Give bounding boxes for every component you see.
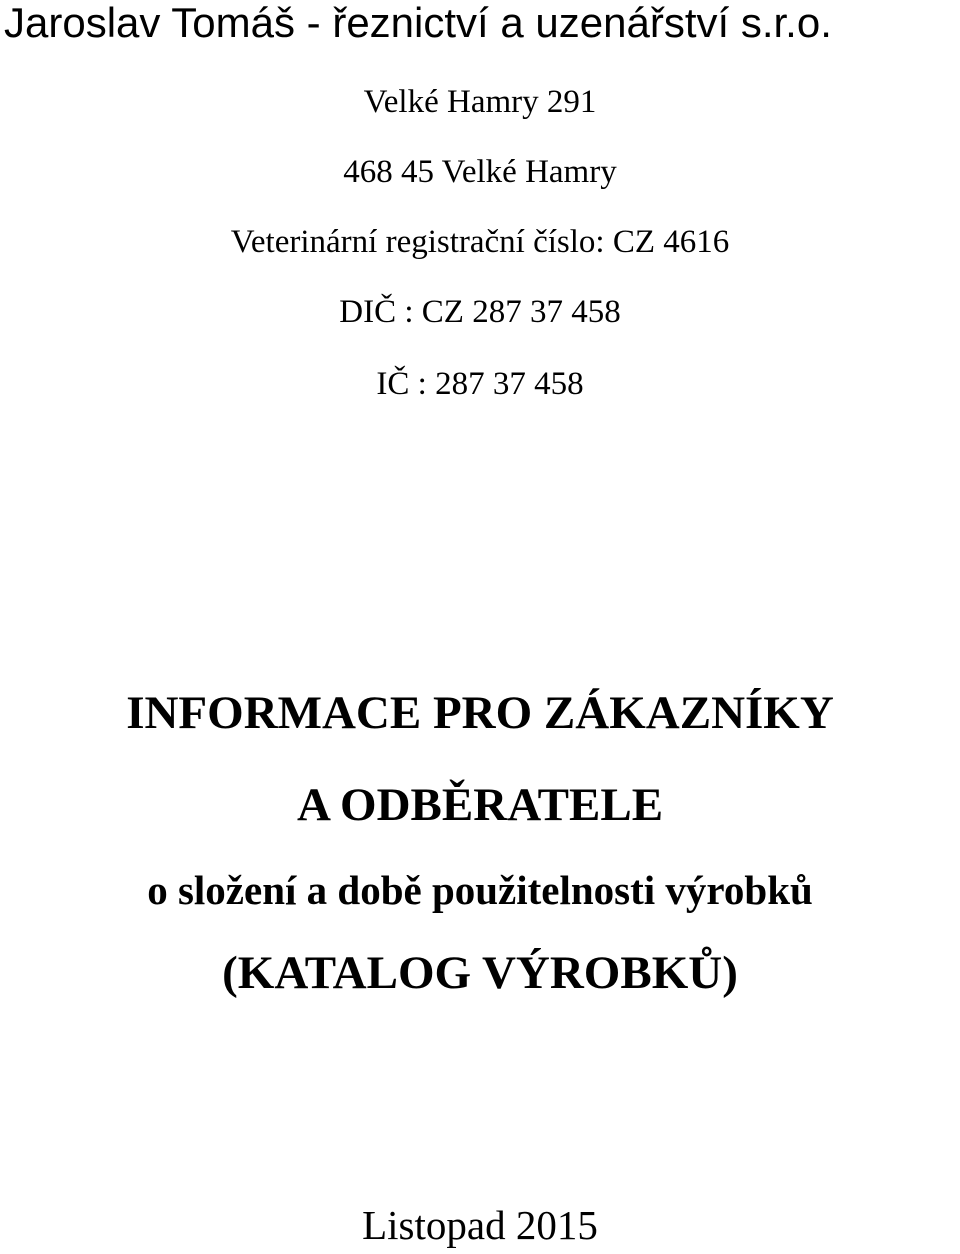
company-id-ic: IČ : 287 37 458 [376,366,584,402]
address-street: Velké Hamry 291 [363,84,597,120]
document-date: Listopad 2015 [362,1202,598,1248]
title-line-1: INFORMACE PRO ZÁKAZNÍKY [126,687,834,739]
title-catalog: (KATALOG VÝROBKŮ) [222,947,738,999]
title-line-2: A ODBĚRATELE [296,779,664,831]
title-subtitle: o složení a době použitelnosti výrobků [147,867,813,913]
address-city: 468 45 Velké Hamry [343,154,617,190]
tax-id-dic: DIČ : CZ 287 37 458 [339,294,621,330]
vet-registration-number: Veterinární registrační číslo: CZ 4616 [230,224,730,260]
company-name: Jaroslav Tomáš - řeznictví a uzenářství s.r.o. [4,0,832,46]
